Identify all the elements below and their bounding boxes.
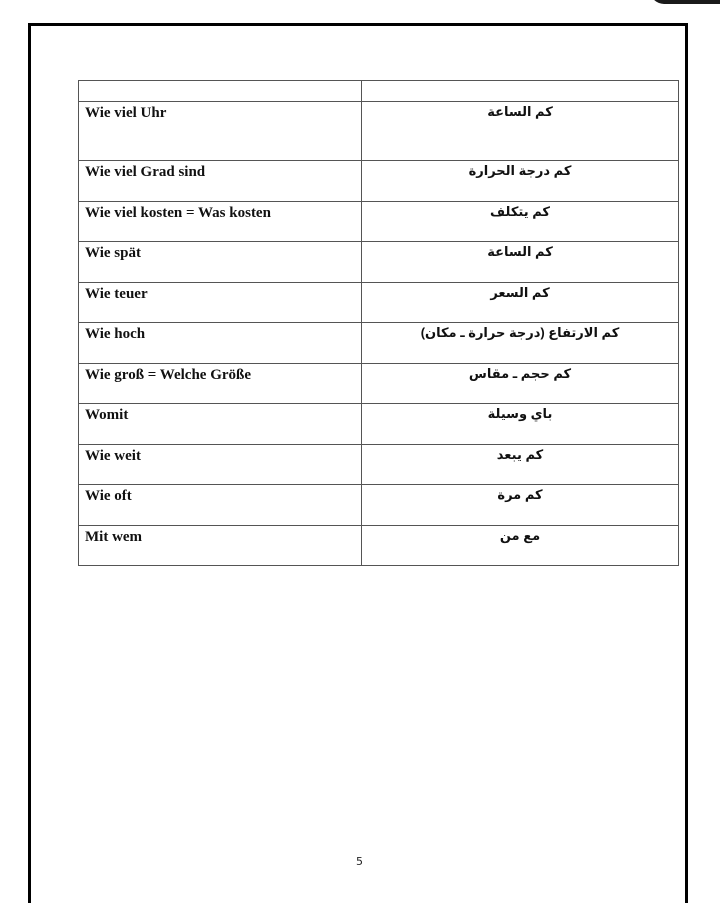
german-phrase: Womit	[79, 404, 362, 445]
arabic-translation: باي وسيلة	[362, 404, 679, 445]
german-phrase: Wie groß = Welche Größe	[79, 363, 362, 404]
table-row	[79, 404, 679, 445]
table-row	[79, 363, 679, 404]
table-row	[79, 485, 679, 526]
german-phrase: Wie weit	[79, 444, 362, 485]
german-phrase: Wie hoch	[79, 323, 362, 364]
table-row	[79, 201, 679, 242]
arabic-translation: كم يتكلف	[362, 201, 679, 242]
arabic-translation: كم يبعد	[362, 444, 679, 485]
german-phrase: Mit wem	[79, 525, 362, 566]
german-phrase: Wie viel kosten = Was kosten	[79, 201, 362, 242]
page-number: 5	[356, 855, 363, 868]
table-row	[79, 242, 679, 283]
arabic-translation: كم مرة	[362, 485, 679, 526]
arabic-translation: مع من	[362, 525, 679, 566]
german-phrase: Wie viel Grad sind	[79, 161, 362, 202]
arabic-translation: كم الارتفاع (درجة حرارة ـ مكان)	[362, 323, 679, 364]
german-phrase: Wie viel Uhr	[79, 102, 362, 161]
header-arabic-cell	[362, 81, 679, 102]
table-row	[79, 525, 679, 566]
arabic-translation: كم السعر	[362, 282, 679, 323]
german-phrase: Wie spät	[79, 242, 362, 283]
vocabulary-table	[78, 80, 679, 566]
arabic-translation: كم الساعة	[362, 102, 679, 161]
screen-corner-overlay	[650, 0, 720, 4]
arabic-translation: كم درجة الحرارة	[362, 161, 679, 202]
table-row	[79, 323, 679, 364]
table-row	[79, 444, 679, 485]
arabic-translation: كم حجم ـ مقاس	[362, 363, 679, 404]
german-phrase: Wie teuer	[79, 282, 362, 323]
table-row	[79, 102, 679, 161]
table-row	[79, 161, 679, 202]
table-row	[79, 282, 679, 323]
arabic-translation: كم الساعة	[362, 242, 679, 283]
table-header-row	[79, 81, 679, 102]
header-german-cell	[79, 81, 362, 102]
german-phrase: Wie oft	[79, 485, 362, 526]
